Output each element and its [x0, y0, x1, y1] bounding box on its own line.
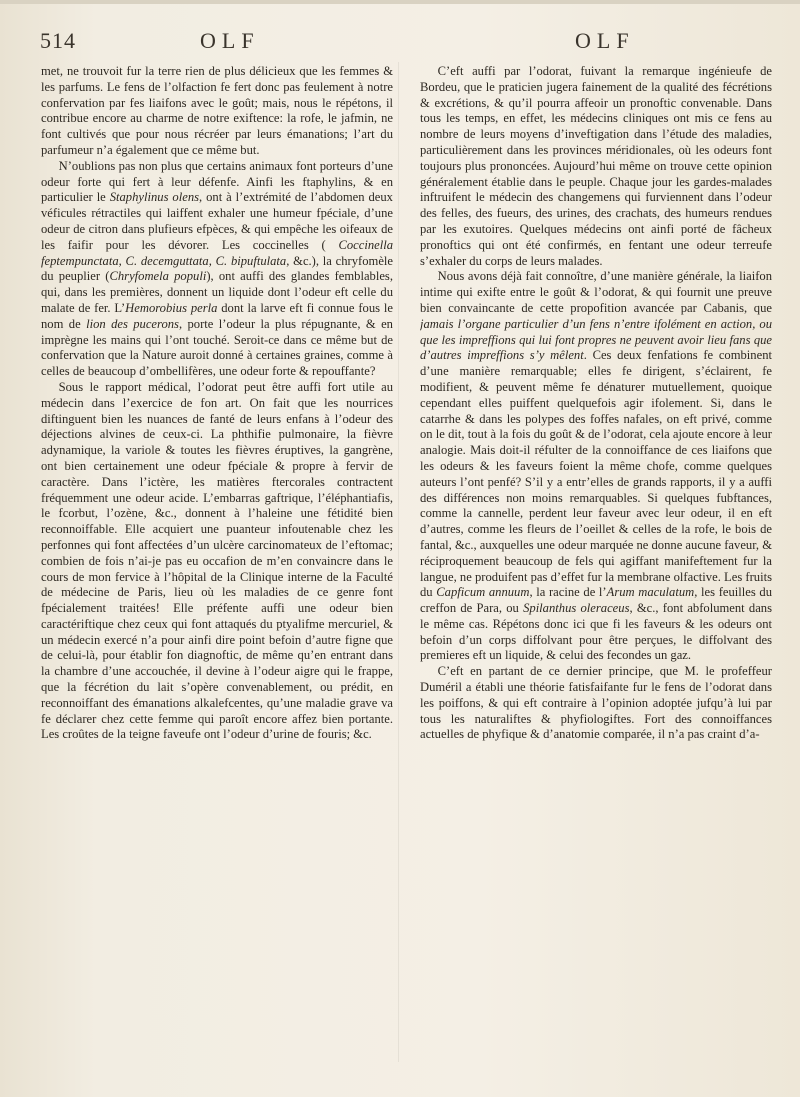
paragraph	[41, 380, 393, 743]
text-run: . Ces deux fenfations fe combinent d’une manière remarquable; elles fe dirigent, s’éclairent, fe modifient, & peuvent même fe dénaturer mutuellement, quoique cependant elles puiffent quelquefois agir ifolement. Si, dans le catarrhe & dans les polypes des foffes nafales, on eft privé, comme on le dit, tout à la fois du goût & de l’odorat, cela ajoute encore à leur analogie. Mais doit-il réfulter de la connoiffance de ces liaifons que les odeurs & les faveurs foient la même chofe, comme quelques auteurs l’ont penfé? S’il y a entr’elles de grands rapports, il y a auffi des différences non moins remarquables. Si quelques fubftances, comme la cannelle, perdent leur faveur avec leur odeur, il en eft d’autres, comme les fleurs de l’oeillet & celles de la rofe, le bois de fantal, &c., auxquelles une odeur marquée ne donne aucune faveur, & réciproquement beaucoup de fels qui agiffant manifeftement fur la langue, ne produifent pas d’effet fur la membrane olfactive. Les fruits du	[420, 348, 772, 600]
text-run: , ont à l’extrémité de l’abdomen deux véficules rétractiles qui laiffent exhaler une humeur fpéciale, d’une odeur de citron dans plufieurs efpèces, & qui empêche les oifeaux de les faifir pour les dévorer. Les coccinelles (	[41, 190, 393, 252]
text-run: dont la larve eft fi connue fous le nom de	[41, 300, 393, 331]
text-run: N’oublions pas non plus que certains animaux font porteurs d’une odeur forte qui fert à leur défenfe. Ainfi les ftaphylins, & en particulier le	[41, 158, 393, 205]
running-head-right: OLF	[575, 28, 635, 53]
text-run: Sous le rapport médical, l’odorat peut être auffi fort utile au médecin dans l’exercice de fon art. On fait que les nourrices diftinguent bien les nuances de fanté de leurs enfans à l’odeur des déjections alvines de ceux-ci. La phthifie pulmonaire, la fièvre adynamique, la variole & toutes les fièvres éruptives, la gangrène, ont bien certainement une odeur fpéciale & propre à fervir de caractère. Dans l’ictère, les matières ftercorales contractent fréquemment une odeur acide. L’embarras gaftrique, l’éléphantiafis, le fcorbut, l’ozène, &c., donnent à l’haleine une fétidité bien reconnoiffable. Elle acquiert une puanteur infoutenable chez les perfonnes qui font affectées d’un ulcère carcinomateux de l’eftomac; combien de fois n’ai-je pas eu occafion de m’en convaincre dans le cours de mon fervice à l’hôpital de la Clinique interne de la Faculté de médecine de Paris, lieu où les maladies de ce genre font fpécialement traitées! Elle préfente auffi une odeur bien caractériftique chez ceux qui font attaqués du ptyalifme mercuriel, & un médecin exercé n’a pour ainfi dire point befoin d’autre figne que de celui-là, pour établir fon diagnoftic, de même qu’en entrant dans la chambre d’une accouchée, il devine à l’odeur aigre qui le frappe, que la fécrétion du lait s’opère convenablement, ou prédit, en reconnoiffant des émanations alkalefcentes, qu’une maladie grave va fe déclarer chez cette femme qui paroît encore affez bien portante. Les croûtes de la teigne faveufe ont l’odeur d’urine de fouris; &c.	[41, 379, 393, 742]
text-run: Nous avons déjà fait connoître, d’une manière générale, la liaifon intime qui exifte entre le goût & l’odorat, & qui fournit une preuve bien convaincante de cette propofition avancée par Cabanis, que	[420, 269, 772, 315]
left-text-column	[41, 64, 393, 1074]
paragraph	[41, 159, 393, 380]
paragraph	[420, 64, 772, 269]
italic-text: lion des pucerons	[86, 316, 179, 331]
column-gutter	[398, 62, 399, 1062]
text-run: , &c., font abfolument dans le même cas. Répétons donc ici que fi les faveurs & les odeurs ont befoin d’un corps diffolvant pour être perçues, le diffolvant des premieres eft un liquide, & celui des fecondes un gaz.	[420, 601, 772, 663]
text-run: , les feuilles du creffon de Para, ou	[420, 585, 772, 616]
italic-text: jamais l’organe particulier d’un fens n’entre ifolément en action, ou que les impreffions qui lui font propres ne peuvent avoir lieu fans que d’autres impreffions s’y mêlent	[420, 316, 772, 363]
italic-text: Capficum annuum	[436, 585, 530, 600]
paragraph	[420, 664, 772, 743]
text-run: C’eft auffi par l’odorat, fuivant la remarque ingénieufe de Bordeu, que le praticien jugera fainement de la qualité des fécrétions & excrétions, & qu’il pourra affeoir un pronoftic convenable. Dans tous les temps, en effet, les médecins cliniques ont mis ce fens au nombre de leurs moyens d’inveftigation dans l’étude des maladies, particulièrement dans les provinces méridionales, où les odeurs font toujours plus prononcées. Aujourd’hui même on trouve cette opinion généralement établie dans le peuple. Chaque jour les gardes-malades inftruifent le médecin des changemens qui furviennent dans l’odeur des felles, des fueurs, des urines, des crachats, des humeurs rendues par les exutoires. Quelques médecins ont ainfi porté de fâcheux pronoftics qui ont été confirmés, en fentant une odeur terreufe s’exhaler du corps de leurs malades.	[420, 64, 772, 268]
italic-text: Spilanthus oleraceus	[523, 601, 630, 616]
text-run: , &c.), la chryfomèle du peuplier (	[41, 253, 393, 284]
italic-text: Hemorobius perla	[125, 300, 218, 315]
running-header	[0, 26, 800, 60]
paragraph	[420, 269, 772, 664]
italic-text: Staphylinus olens	[109, 190, 200, 205]
scan-top-edge	[0, 0, 800, 4]
text-run: C’eft en partant de ce dernier principe, que M. le profeffeur Duméril a établi une théorie fatisfaifante fur le fens de l’odorat dans les poiffons, & qui eft contraire à l’opinion adoptée jufqu’à lui par tous les naturaliftes & phyfiologiftes. Fort des connoiffances actuelles de phyfique & d’anatomie comparée, il n’a pas craint d’a-	[420, 664, 772, 742]
page-number: 514	[40, 28, 76, 53]
italic-text: Coccinella feptempunctata, C. decemguttata, C. bipuftulata	[41, 237, 393, 268]
text-run: , la racine de l’	[529, 585, 607, 600]
text-run: ), ont auffi des glandes femblables, qui, dans les premières, donnent un liquide dont l’odeur eft celle du malate de fer. L’	[41, 269, 393, 315]
italic-text: Chryfomela populi	[109, 269, 207, 284]
right-text-column	[420, 64, 772, 1074]
italic-text: Arum maculatum	[606, 585, 695, 600]
text-run: met, ne trouvoit fur la terre rien de plus délicieux que les femmes & les parfums. Le fens de l’olfaction fe fert donc pas feulement à notre confervation par fes liaifons avec le goût; mais, nous le répétons, il contribue encore au charme de notre exiftence: la rofe, le jafmin, ne font cultivés que pour nous récréer par leurs émanations; l’art du parfumeur n’a également que ce même but.	[41, 64, 393, 157]
running-head-left: OLF	[200, 28, 260, 53]
text-run: , porte l’odeur la plus répugnante, & en imprègne les mains qui l’ont touché. Seroit-ce dans ce même but de confervation que la Nature auroit donné à certaines graines, comme à celles de beaucoup d’ombellifères, une odeur forte & repouffante?	[41, 316, 393, 379]
paragraph	[41, 64, 393, 159]
